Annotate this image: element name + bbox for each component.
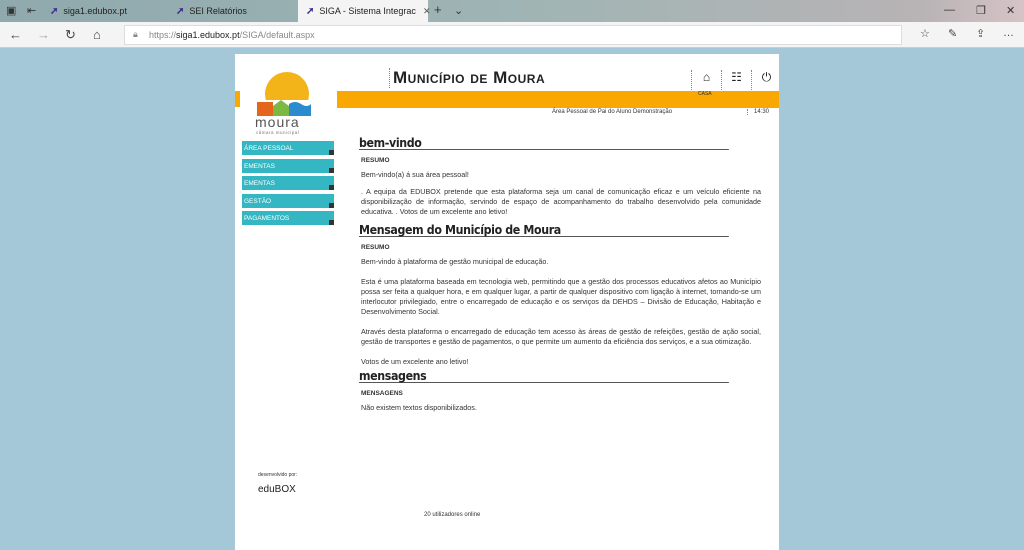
paragraph: Não existem textos disponibilizados. <box>361 403 477 412</box>
paragraph: . A equipa da EDUBOX pretende que esta plataforma seja um canal de comunicação eficaz e um veículo eficiente na disponibilização de informação, servindo de espaço de acompanhamento do trabalho desenvolvido pela comunidade educativa. . Votos de um excelente ano letivo! <box>361 187 761 216</box>
favorites-icon[interactable]: ☆ <box>920 28 930 40</box>
power-icon: ⏻ <box>761 70 772 84</box>
section-title: Mensagem do Município de Moura <box>359 225 729 237</box>
main-content <box>359 138 761 417</box>
address-bar <box>0 22 1024 48</box>
accent-bar <box>337 91 779 108</box>
tab-siga[interactable] <box>298 0 431 22</box>
minimize-icon[interactable]: — <box>944 4 955 16</box>
favicon-icon: ➚ <box>50 5 59 17</box>
online-users: 20 utilizadores online <box>424 512 481 518</box>
pen-icon[interactable]: ✎ <box>948 28 958 40</box>
chevron-down-icon[interactable]: ⌄ <box>454 5 464 17</box>
favicon-icon: ➚ <box>176 5 185 17</box>
page <box>235 54 779 550</box>
tab-siga1[interactable] <box>42 0 168 22</box>
close-window-icon[interactable]: ✕ <box>1006 5 1016 17</box>
new-tab-icon[interactable]: + <box>434 2 442 17</box>
edubox-logo[interactable]: eduBOX <box>258 484 296 495</box>
sitemap-button[interactable] <box>721 70 751 90</box>
tab-label: SIGA - Sistema Integrac <box>319 6 416 16</box>
section-subtitle: RESUMO <box>361 157 390 164</box>
home-button[interactable] <box>691 70 721 90</box>
home-label: CASA <box>698 91 712 97</box>
back-icon[interactable]: ← <box>9 27 22 42</box>
menu-item-pagamentos[interactable]: PAGAMENTOS <box>242 211 334 225</box>
home-icon: ⌂ <box>702 70 711 84</box>
logo[interactable] <box>255 72 313 135</box>
menu-item-ementas-2[interactable]: EMENTAS <box>242 176 334 190</box>
url-input[interactable] <box>124 25 902 45</box>
tab-label: SEI Relatórios <box>189 6 247 16</box>
paragraph: Esta é uma plataforma baseada em tecnologia web, permitindo que a gestão dos processos educativos afetos ao Município possa ser feita a qualquer hora, e em qualquer lugar, a partir de qualquer dispositivo com ligação à internet, tornando-se um interlocutor privilegiado, entre o encarregado de educação e os serviços da DEHDS – Divisão de Educação, Habitação e Desenvolvimento Social. <box>361 277 761 316</box>
section-subtitle: MENSAGENS <box>361 390 403 397</box>
logo-text: moura <box>255 114 300 130</box>
section-subtitle: RESUMO <box>361 244 390 251</box>
logo-subtext: câmara municipal <box>256 130 300 135</box>
menu-item-gestao[interactable]: GESTÃO <box>242 194 334 208</box>
share-icon[interactable]: ⇪ <box>976 28 986 40</box>
tab-manager-icon[interactable]: ▣ <box>6 5 17 17</box>
user-info: Área Pessoal de Pai do Aluno Demonstração <box>552 109 673 115</box>
tab-bar <box>0 0 1024 22</box>
set-aside-tabs-icon[interactable]: ⇤ <box>27 5 37 17</box>
menu-item-area-pessoal[interactable]: ÁREA PESSOAL <box>242 141 334 155</box>
paragraph: Bem-vindo à plataforma de gestão municipal de educação. <box>361 257 549 266</box>
maximize-icon[interactable]: ❐ <box>976 5 986 17</box>
tab-sei[interactable] <box>168 0 298 22</box>
paragraph: Através desta plataforma o encarregado de educação tem acesso às áreas de gestão de refeições, gestão de ação social, gestão de transportes e gestão de pagamentos, o que permite um aumento da eficiência dos serviços, e a sua otimização. <box>361 327 761 346</box>
more-icon[interactable]: … <box>1003 27 1014 39</box>
accent-bar <box>235 91 240 107</box>
url-host: siga1.edubox.pt <box>176 30 240 40</box>
sidebar-menu <box>242 141 334 229</box>
close-tab-icon[interactable]: ✕ <box>422 5 431 16</box>
sitemap-icon: ☷ <box>731 70 742 84</box>
tab-label: siga1.edubox.pt <box>63 6 127 16</box>
paragraph: Votos de um excelente ano letivo! <box>361 357 469 366</box>
refresh-icon[interactable]: ↻ <box>65 27 76 42</box>
section-title: bem-vindo <box>359 138 729 150</box>
lock-icon: 🔒︎ <box>133 29 138 39</box>
section-title: mensagens <box>359 371 729 383</box>
url-path: /SIGA/default.aspx <box>239 30 315 40</box>
favicon-icon: ➚ <box>306 5 315 17</box>
paragraph: Bem-vindo(a) á sua área pessoal! <box>361 170 469 179</box>
forward-icon[interactable]: → <box>37 27 50 42</box>
developed-by-label: desenvolvido por: <box>258 472 298 478</box>
page-title: Município de Moura <box>389 68 545 88</box>
url-prefix: https:// <box>149 30 177 40</box>
logout-button[interactable] <box>751 70 781 90</box>
clock: 14:30 <box>747 109 769 115</box>
home-icon[interactable]: ⌂ <box>93 27 101 42</box>
menu-item-ementas[interactable]: EMENTAS <box>242 159 334 173</box>
